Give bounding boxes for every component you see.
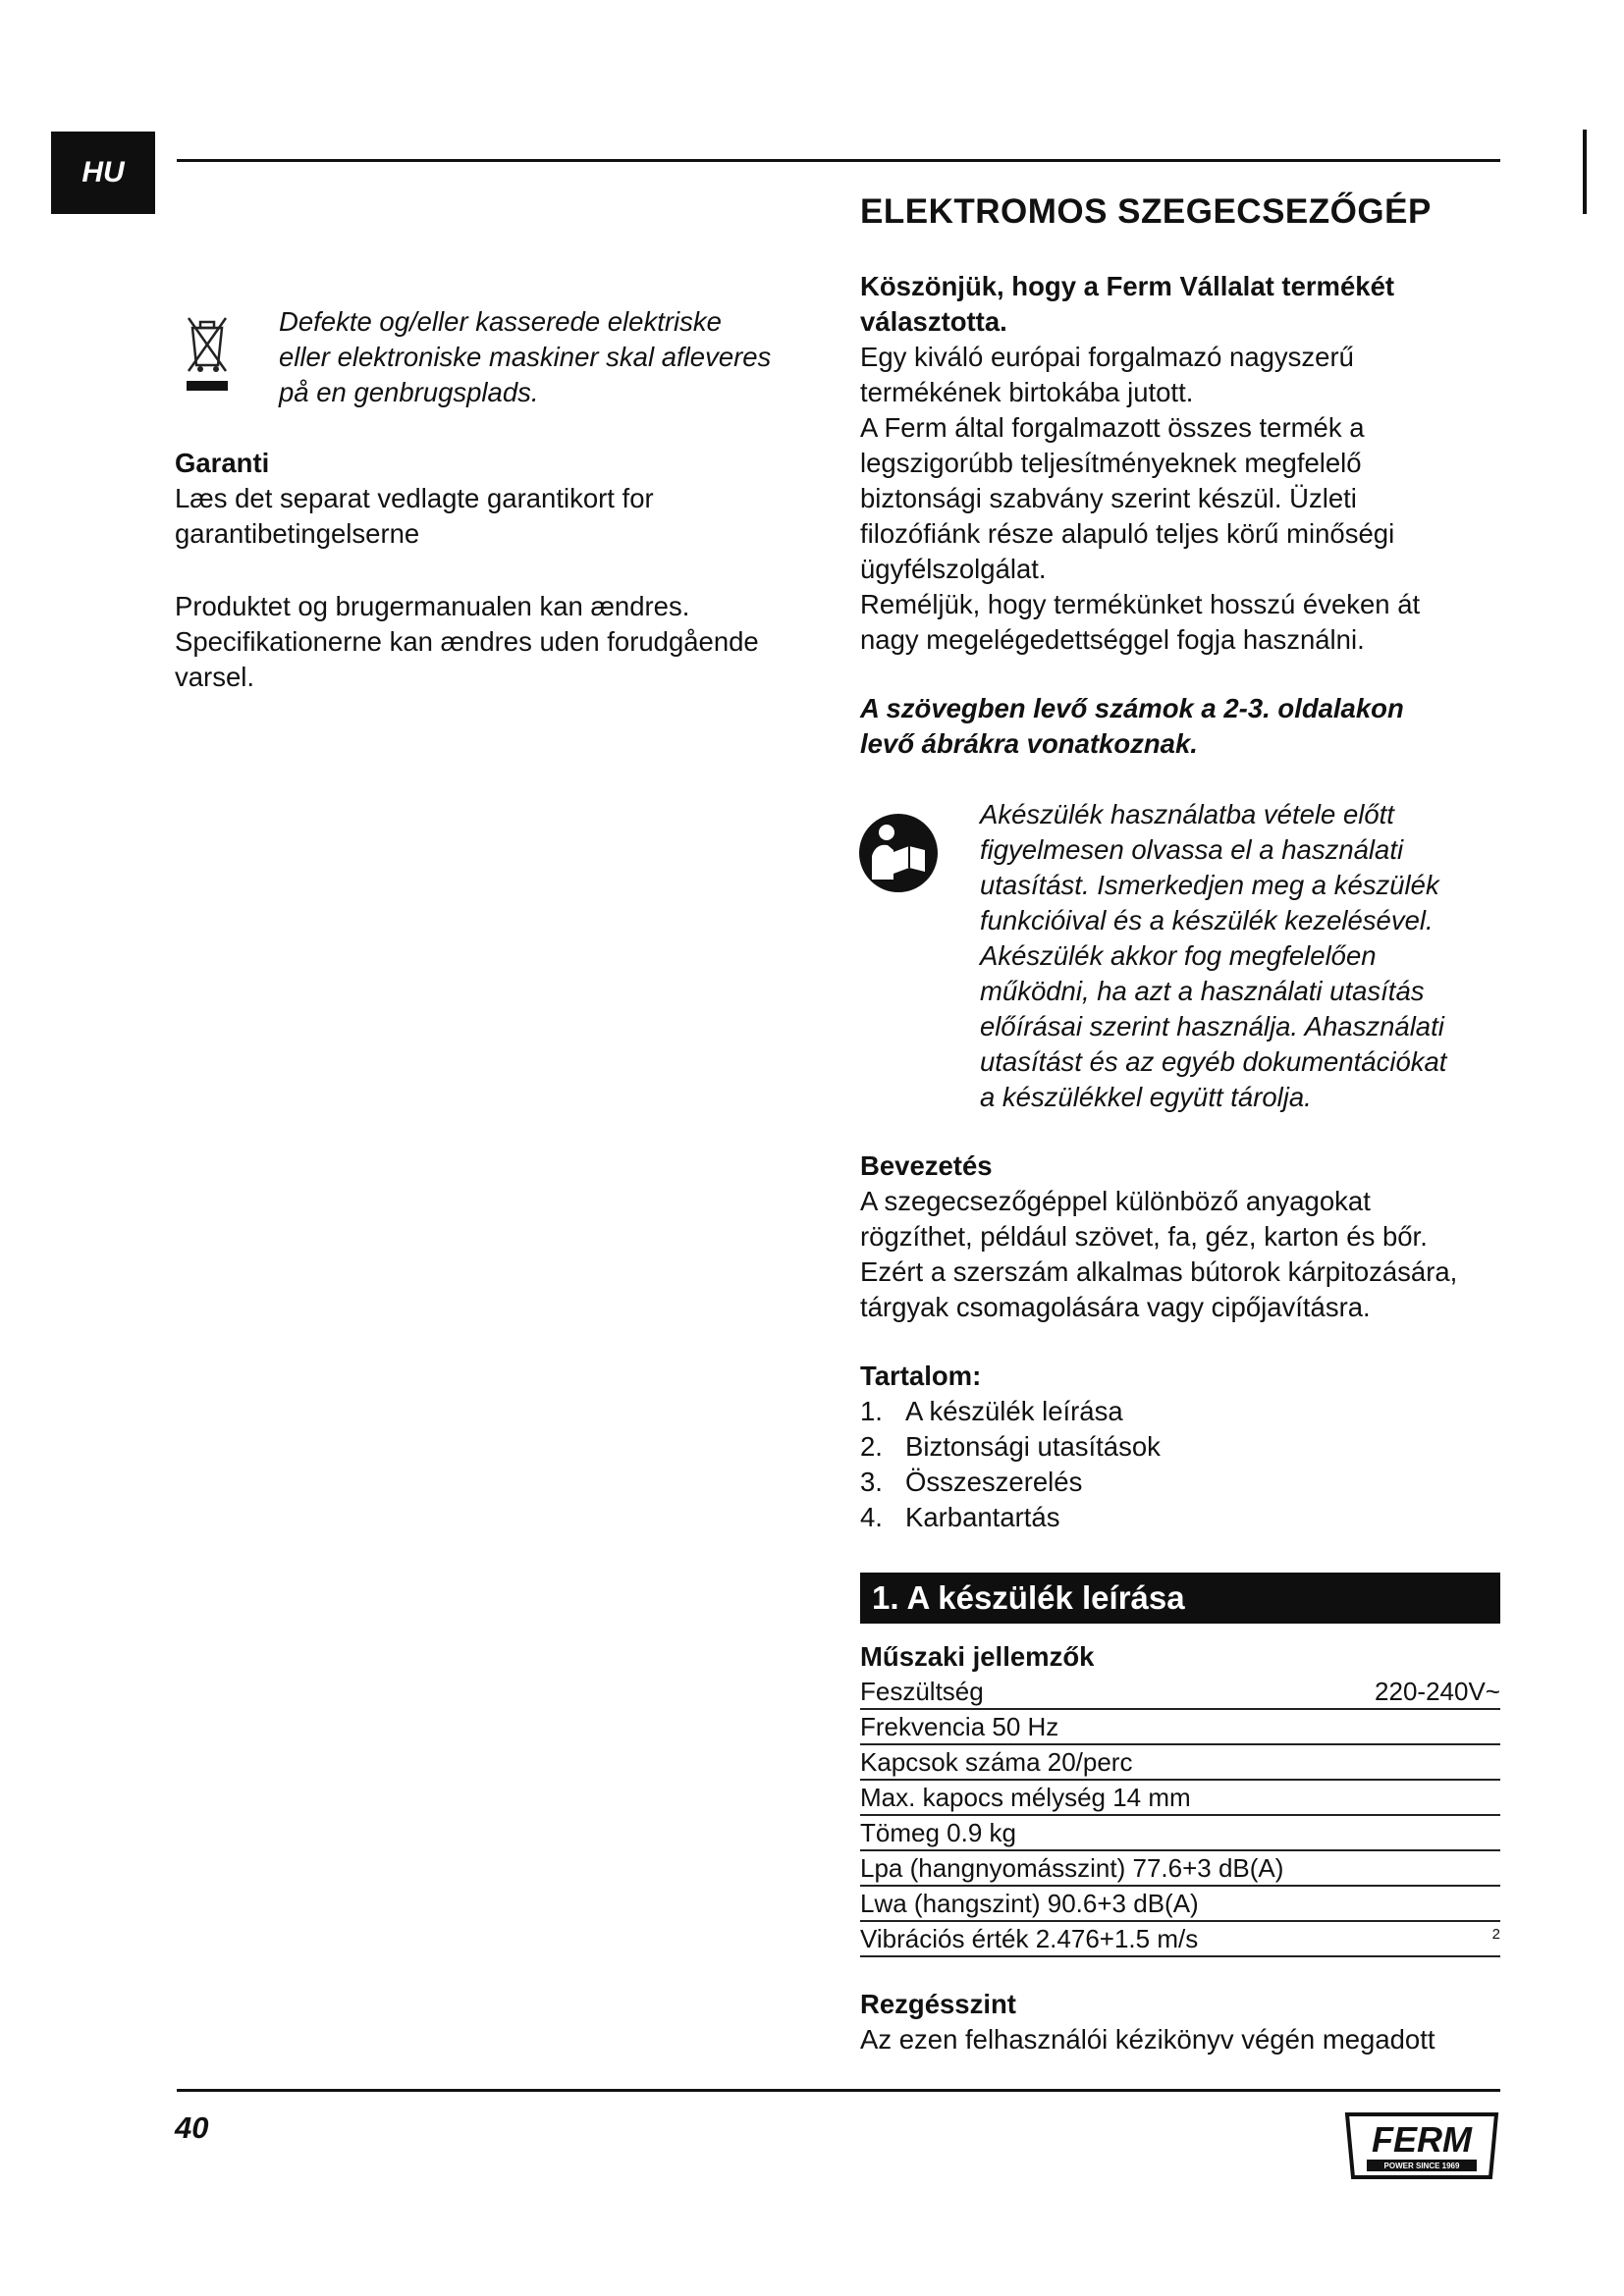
vibration-section: Rezgésszint Az ezen felhasználói kézikönyv végén megadott	[860, 1987, 1508, 2057]
spec-row: Tömeg 0.9 kg	[860, 1816, 1500, 1851]
toc-section	[860, 1359, 1508, 1535]
intro-section: Bevezetés A szegecsezőgéppel különböző anyagokat rögzíthet, például szövet, fa, géz, karton és bőr. Ezért a szerszám alkalmas bútorok kárpitozására, tárgyak csomagolására vagy cipőjavításra.	[860, 1148, 1508, 1325]
intro-heading: Bevezetés	[860, 1150, 993, 1181]
logo-text: FERM	[1372, 2119, 1472, 2160]
guarantee-title: Garanti	[175, 448, 270, 478]
header-rule	[177, 159, 1500, 162]
logo-tagline: POWER SINCE 1969	[1383, 2162, 1460, 2170]
toc-item: 3. Összeszerelés	[860, 1467, 1083, 1497]
language-tab: HU	[51, 132, 155, 214]
section-heading-bar: 1. A készülék leírása	[860, 1573, 1500, 1624]
margin-marker	[1583, 130, 1587, 214]
toc-item: 4. Karbantartás	[860, 1502, 1060, 1532]
manual-note: Akészülék használatba vétele előtt figyelmesen olvassa el a használati utasítást. Ismerkedjen meg a készülék funkcióival és a készülék kezelésével. Akészülék akkor fog megfelelően működni, ha azt a használati utasítás előírásai szerint használja. Ahasználati utasítást és az egyéb dokumentációkat a készülékkel együtt tárolja.	[980, 799, 1447, 1112]
spec-row: Kapcsok száma 20/perc	[860, 1745, 1500, 1781]
spec-row: Lpa (hangnyomásszint) 77.6+3 dB(A)	[860, 1851, 1500, 1887]
guarantee-section: Garanti Læs det separat vedlagte garantikort for garantibetingelserne	[175, 446, 823, 552]
footer-rule	[177, 2089, 1500, 2092]
vibration-heading: Rezgésszint	[860, 1989, 1016, 2019]
thanks-section: Köszönjük, hogy a Ferm Vállalat termékét választotta. Egy kiváló európai forgalmazó nagyszerű termékének birtokába jutott. A Ferm által forgalmazott összes termék a legszigorúbb teljesítményeknek megfelelő biztonsági szabvány szerint készül. Üzleti filozófiánk része alapuló teljes körű minőségi ügyfélszolgálat. Reméljük, hogy termékünket hosszú éveken át nagy megelégedettséggel fogja használni.	[860, 271, 1421, 655]
specs-table	[860, 1675, 1500, 1957]
spec-row: Vibrációs érték 2.476+1.5 m/s 2	[860, 1922, 1500, 1957]
spec-row: Max. kapocs mélység 14 mm	[860, 1781, 1500, 1816]
weee-text: Defekte og/eller kasserede elektriske eller elektroniske maskiner skal afleveres på en genbrugsplads.	[279, 306, 772, 407]
toc-heading: Tartalom:	[860, 1361, 982, 1391]
read-manual-icon	[856, 811, 941, 895]
spec-row: Frekvencia 50 Hz	[860, 1710, 1500, 1745]
toc-item: 1. A készülék leírása	[860, 1396, 1123, 1426]
ferm-logo	[1343, 2109, 1500, 2181]
page-number: 40	[175, 2110, 209, 2145]
specs-heading: Műszaki jellemzők	[860, 1641, 1095, 1672]
change-notice: Produktet og brugermanualen kan ændres. Specifikationerne kan ændres uden forudgående varsel.	[175, 591, 759, 692]
figure-note: A szövegben levő számok a 2-3. oldalakon levő ábrákra vonatkoznak.	[860, 693, 1404, 759]
weee-bin-icon	[183, 310, 232, 393]
toc-item: 2. Biztonsági utasítások	[860, 1431, 1161, 1462]
page-title: ELEKTROMOS SZEGECSEZŐGÉP	[860, 192, 1432, 231]
spec-row: Lwa (hangszint) 90.6+3 dB(A)	[860, 1887, 1500, 1922]
spec-row: Feszültség 220-240V~	[860, 1675, 1500, 1710]
